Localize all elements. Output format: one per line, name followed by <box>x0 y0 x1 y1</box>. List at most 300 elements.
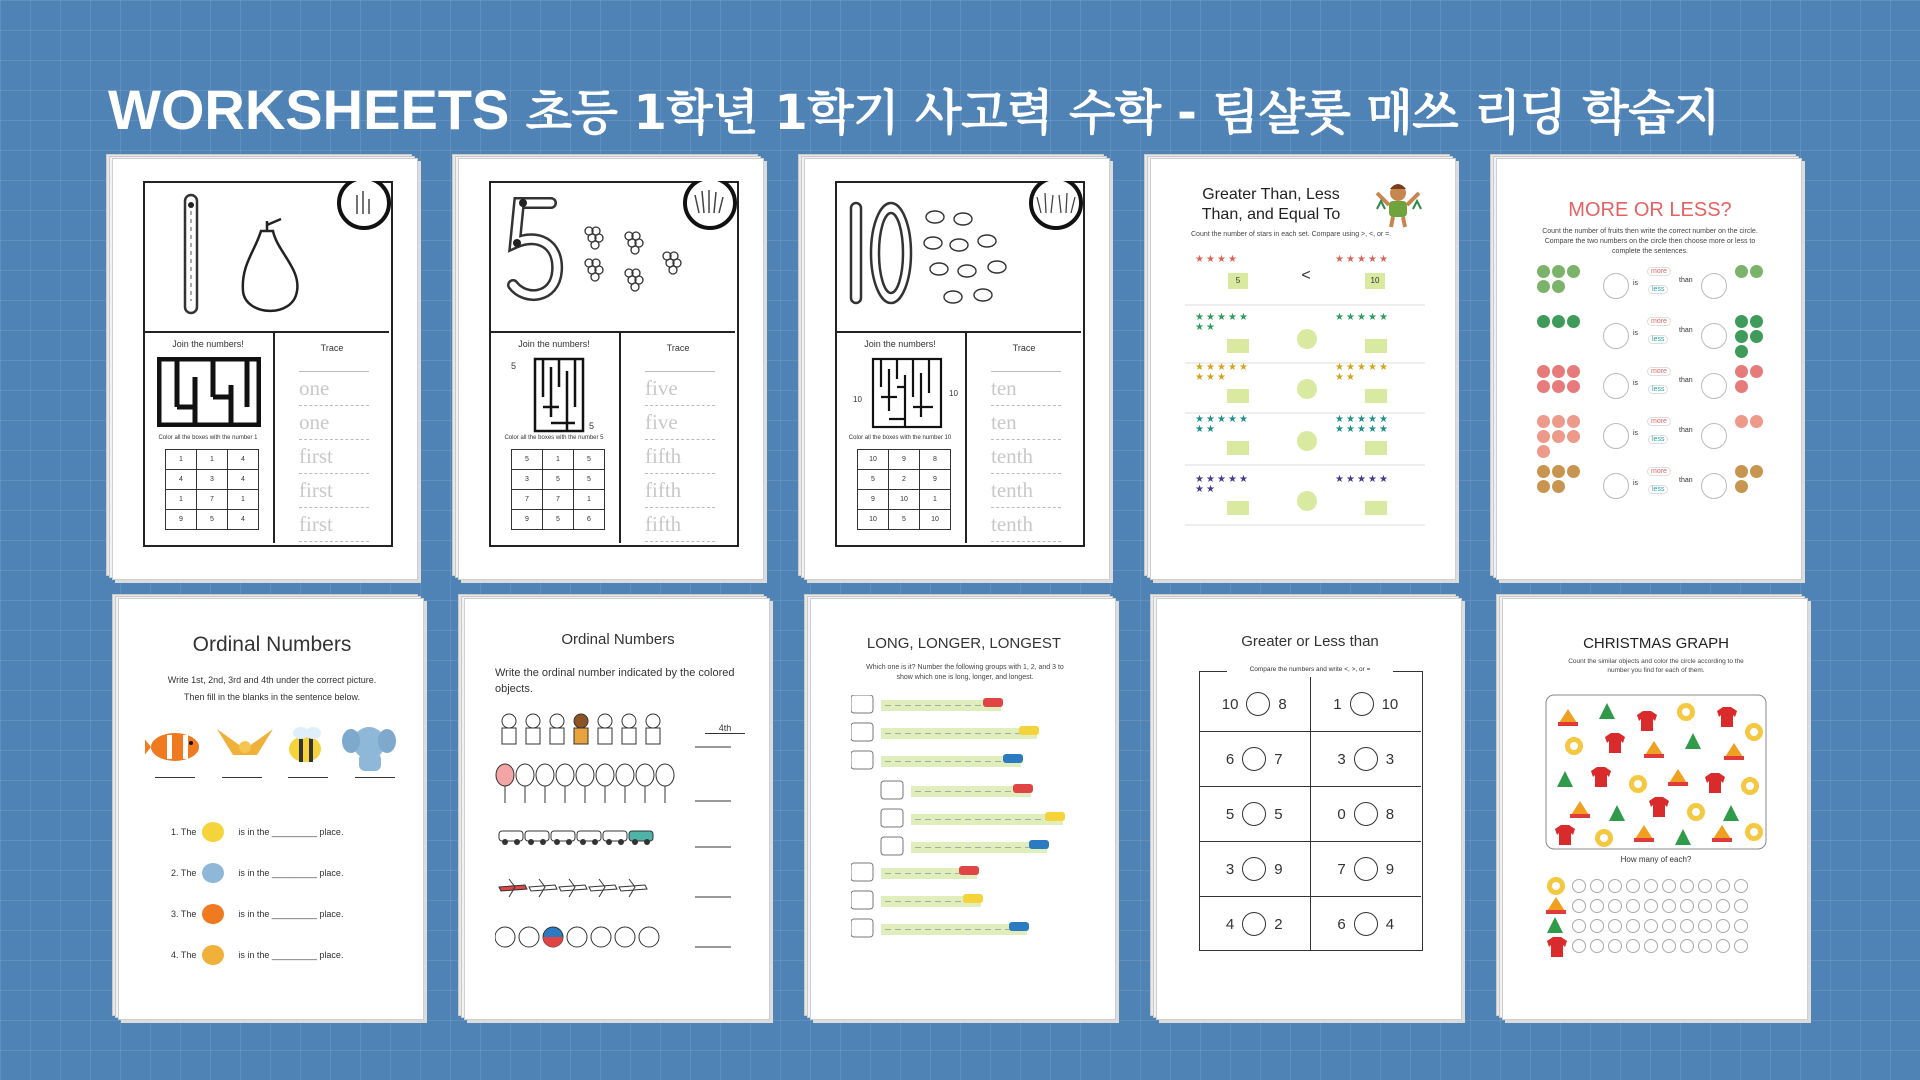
star-mark: ★ <box>1335 312 1344 323</box>
star-mark: ★ <box>1217 254 1226 265</box>
tally-circle[interactable] <box>1573 880 1586 893</box>
maze <box>157 357 261 427</box>
tally-circle[interactable] <box>1645 940 1658 953</box>
answer-box <box>1227 339 1249 353</box>
star-mark: ★ <box>1357 424 1366 435</box>
compare-cell <box>1311 842 1422 896</box>
fruit-group-right <box>1735 415 1767 428</box>
sheet-title: Ordinal Numbers <box>561 631 675 648</box>
more-option[interactable]: more <box>1647 317 1671 326</box>
child-body <box>622 728 636 744</box>
kid-illustration <box>1373 179 1423 229</box>
compare-row <box>1199 677 1421 732</box>
worksheet-number-five[interactable]: Join the numbers! Trace 5 5 Color all the boxes with the number 5 5 1 5 3 5 5 7 7 1 9 5 6 five five fifth fifth fifth <box>458 158 764 580</box>
elephant-icon <box>342 727 396 771</box>
compare-cell <box>1199 732 1311 786</box>
answer-circle[interactable] <box>1242 802 1266 826</box>
balloon <box>616 764 634 786</box>
answer-circle[interactable] <box>1242 912 1266 936</box>
balloon <box>636 764 654 786</box>
tally-circle[interactable] <box>1591 880 1604 893</box>
number-checkbox[interactable] <box>851 891 873 909</box>
star-mark: ★ <box>1379 414 1388 425</box>
instruction-line-2: Then fill in the blanks in the sentence below. <box>183 692 361 702</box>
sheet-title: Greater or Less than <box>1241 633 1379 650</box>
answer-box <box>1365 339 1387 353</box>
tally-circle[interactable] <box>1627 920 1640 933</box>
number-checkbox[interactable] <box>881 837 903 855</box>
child-body <box>550 728 564 744</box>
fruit-group-right <box>1735 465 1767 493</box>
left-number: 6 <box>1225 750 1235 768</box>
tally-circle[interactable] <box>1645 900 1658 913</box>
car <box>603 831 627 841</box>
balloon <box>596 764 614 786</box>
right-number: 9 <box>1274 860 1283 878</box>
ball <box>639 927 659 947</box>
compare-row <box>1199 897 1421 951</box>
count-circle[interactable] <box>1701 273 1727 299</box>
less-option[interactable]: less <box>1648 435 1668 444</box>
more-less-row <box>1497 263 1802 309</box>
star-mark: ★ <box>1357 254 1366 265</box>
tally-circle[interactable] <box>1735 900 1748 913</box>
worksheet-more-or-less[interactable] <box>1496 158 1802 580</box>
left-number: 3 <box>1337 750 1346 768</box>
balloon <box>516 764 534 786</box>
balloon <box>656 764 674 786</box>
ordinal-object-rows <box>495 709 751 979</box>
car <box>629 831 653 841</box>
star-mark: ★ <box>1195 474 1204 485</box>
left-number: 0 <box>1337 805 1346 823</box>
less-option[interactable]: less <box>1648 335 1668 344</box>
star-mark: ★ <box>1195 484 1204 495</box>
worksheet-ordinal-objects[interactable] <box>464 598 770 1020</box>
worksheet-long-longer-longest[interactable] <box>810 598 1116 1020</box>
tally-circle[interactable] <box>1663 900 1676 913</box>
tally-circle[interactable] <box>1645 880 1658 893</box>
trace-words: ten ten tenth tenth tenth <box>991 371 1061 542</box>
tally-circle[interactable] <box>1699 880 1712 893</box>
symbol-circle <box>1297 329 1317 349</box>
child-body <box>598 728 612 744</box>
count-circle[interactable] <box>1603 373 1629 399</box>
sheet-title: Greater Than, Less Than, and Equal To <box>1201 186 1341 223</box>
tally-circle[interactable] <box>1717 920 1730 933</box>
right-number: 7 <box>1274 750 1283 768</box>
more-less-row <box>1497 413 1802 459</box>
star-mark: ★ <box>1206 322 1215 333</box>
number-checkbox[interactable] <box>851 751 873 769</box>
compare-cell <box>1311 677 1422 731</box>
number-checkbox[interactable] <box>851 863 873 881</box>
clownfish-icon <box>202 904 224 924</box>
star-mark: ★ <box>1368 414 1377 425</box>
tally-circle[interactable] <box>1627 880 1640 893</box>
symbol-circle <box>1297 491 1317 511</box>
tally-circle[interactable] <box>1717 940 1730 953</box>
tally-circle[interactable] <box>1645 920 1658 933</box>
answer-circle[interactable] <box>1350 692 1374 716</box>
answer-circle[interactable] <box>1246 692 1270 716</box>
star-mark: ★ <box>1228 254 1237 265</box>
right-number: 2 <box>1274 915 1283 933</box>
count-circle[interactable] <box>1701 323 1727 349</box>
child-body <box>502 728 516 744</box>
left-number: 4 <box>1225 915 1235 933</box>
tally-circle[interactable] <box>1663 940 1676 953</box>
toy-car <box>959 866 979 875</box>
worksheet-ordinal-animals[interactable] <box>118 598 424 1020</box>
tally-circle[interactable] <box>1591 940 1604 953</box>
join-label: Join the numbers! <box>864 339 936 349</box>
count-circle[interactable] <box>1603 473 1629 499</box>
star-mark: ★ <box>1368 312 1377 323</box>
sentence-row: 2. The is in the _________ place. <box>171 852 401 893</box>
tally-circle[interactable] <box>1609 880 1622 893</box>
star-mark: ★ <box>1239 474 1248 485</box>
compare-cell <box>1199 842 1311 896</box>
fruit-group-left <box>1537 415 1587 458</box>
answer-circle[interactable] <box>1354 747 1378 771</box>
star-mark: ★ <box>1228 414 1237 425</box>
trace-label: Trace <box>1012 343 1036 353</box>
number-five-illustration <box>489 181 737 331</box>
right-number: 3 <box>1385 750 1395 768</box>
example-symbol: < <box>1292 265 1320 287</box>
star-mark: ★ <box>1206 484 1215 495</box>
star-mark: ★ <box>1357 362 1366 373</box>
more-option[interactable]: more <box>1647 417 1671 426</box>
balloon <box>536 764 554 786</box>
star-comparison-rows <box>1185 247 1429 547</box>
tally-circle[interactable] <box>1735 940 1748 953</box>
number-checkbox[interactable] <box>881 781 903 799</box>
tally-circle[interactable] <box>1681 940 1694 953</box>
worksheet-greater-than-less-than[interactable] <box>1150 158 1456 580</box>
is-label: is <box>1633 380 1639 387</box>
sheet-title: CHRISTMAS GRAPH <box>1583 635 1729 652</box>
join-label: Join the numbers! <box>518 339 590 349</box>
star-mark: ★ <box>1217 312 1226 323</box>
color-instruction: Color all the boxes with the number 1 <box>158 435 258 441</box>
count-circle[interactable] <box>1701 473 1727 499</box>
compare-cell <box>1311 787 1422 841</box>
worksheet-greater-or-less-than[interactable] <box>1156 598 1462 1020</box>
less-option[interactable]: less <box>1648 385 1668 394</box>
number-grid: 5 1 5 3 5 5 7 7 1 9 5 6 <box>511 449 605 530</box>
sweater-key-icon <box>1547 937 1567 957</box>
tally-circle[interactable] <box>1627 900 1640 913</box>
answer-circle[interactable] <box>1354 857 1378 881</box>
balloon <box>576 764 594 786</box>
tally-circle[interactable] <box>1681 880 1694 893</box>
number-checkbox[interactable] <box>851 919 873 937</box>
star-mark: ★ <box>1239 362 1248 373</box>
star-mark: ★ <box>1228 362 1237 373</box>
star-mark: ★ <box>1217 474 1226 485</box>
star-mark: ★ <box>1206 372 1215 383</box>
clownfish-icon <box>145 733 199 761</box>
star-mark: ★ <box>1206 312 1215 323</box>
tally-circle[interactable] <box>1681 900 1694 913</box>
is-label: is <box>1633 430 1639 437</box>
toy-car <box>1009 922 1029 931</box>
balloon <box>556 764 574 786</box>
maze <box>533 357 585 433</box>
star-mark: ★ <box>1206 254 1215 265</box>
christmas-graph <box>1545 693 1767 995</box>
tally-circle[interactable] <box>1735 880 1748 893</box>
symbol-circle <box>1297 379 1317 399</box>
trace-words: five five fifth fifth fifth <box>645 371 715 542</box>
tally-circle[interactable] <box>1627 940 1640 953</box>
tally-circle[interactable] <box>1735 920 1748 933</box>
ball <box>495 927 515 947</box>
answer-circle[interactable] <box>1354 912 1378 936</box>
than-label: than <box>1679 477 1693 484</box>
answer-4th: 4th <box>705 723 745 734</box>
star-mark: ★ <box>1379 312 1388 323</box>
ball <box>591 927 611 947</box>
car <box>577 831 601 841</box>
than-label: than <box>1679 277 1693 284</box>
star-mark: ★ <box>1206 474 1215 485</box>
sheet-title: MORE OR LESS? <box>1568 199 1732 221</box>
answer-box <box>1227 441 1249 455</box>
tally-circle[interactable] <box>1699 940 1712 953</box>
toy-car <box>1029 840 1049 849</box>
trace-words: one one first first first <box>299 371 369 542</box>
star-mark: ★ <box>1228 474 1237 485</box>
more-option[interactable]: more <box>1647 467 1671 476</box>
compare-cell <box>1311 732 1422 786</box>
tally-circle[interactable] <box>1609 900 1622 913</box>
star-mark: ★ <box>1228 312 1237 323</box>
sheet-title: Ordinal Numbers <box>192 633 352 656</box>
pterodactyl-icon <box>217 729 273 755</box>
sentence-row: 4. The is in the _________ place. <box>171 934 401 975</box>
tree-key-icon <box>1547 917 1563 933</box>
tally-circle[interactable] <box>1663 880 1676 893</box>
child-body <box>526 728 540 744</box>
car <box>551 831 575 841</box>
sentence-rows <box>171 811 401 975</box>
sentence-row: 1. The is in the _________ place. <box>171 811 401 852</box>
child-head <box>502 714 516 728</box>
fruit-group-right <box>1735 315 1767 358</box>
star-mark: ★ <box>1206 414 1215 425</box>
star-mark: ★ <box>1368 474 1377 485</box>
star-mark: ★ <box>1335 414 1344 425</box>
is-label: is <box>1633 280 1639 287</box>
star-mark: ★ <box>1195 424 1204 435</box>
number-checkbox[interactable] <box>851 695 873 713</box>
left-number: 5 <box>1225 805 1235 823</box>
fruit-group-left <box>1537 315 1587 328</box>
star-mark: ★ <box>1239 312 1248 323</box>
compare-cell <box>1199 677 1311 731</box>
tally-circle[interactable] <box>1699 900 1712 913</box>
tally-circle[interactable] <box>1717 900 1730 913</box>
color-instruction: Color all the boxes with the number 5 <box>504 435 604 441</box>
tally-circle[interactable] <box>1573 920 1586 933</box>
less-option[interactable]: less <box>1648 285 1668 294</box>
bee-icon <box>289 727 321 762</box>
more-option[interactable]: more <box>1647 267 1671 276</box>
child-body <box>574 728 588 744</box>
more-less-row <box>1497 313 1802 359</box>
trace-label: Trace <box>666 343 690 353</box>
answer-circle[interactable] <box>1242 747 1266 771</box>
car <box>525 831 549 841</box>
right-number: 8 <box>1278 695 1287 713</box>
worksheet-number-one[interactable] <box>112 158 418 580</box>
example-right-count: 10 <box>1365 273 1385 289</box>
count-circle[interactable] <box>1603 273 1629 299</box>
answer-circle[interactable] <box>1354 802 1378 826</box>
count-circle[interactable] <box>1701 373 1727 399</box>
ball <box>615 927 635 947</box>
compare-cell <box>1311 897 1422 951</box>
star-mark: ★ <box>1335 362 1344 373</box>
left-number: 10 <box>1221 695 1239 713</box>
tally-circle[interactable] <box>1573 900 1586 913</box>
right-number: 4 <box>1385 915 1395 933</box>
than-label: than <box>1679 327 1693 334</box>
compare-legend: Compare the numbers and write <, >, or = <box>1227 666 1393 673</box>
fruit-group-left <box>1537 265 1587 293</box>
number-one-illustration <box>143 181 391 331</box>
symbol-circle <box>1297 431 1317 451</box>
toy-car <box>1019 726 1039 735</box>
count-circle[interactable] <box>1603 423 1629 449</box>
example-left-count: 5 <box>1228 273 1248 289</box>
is-label: is <box>1633 480 1639 487</box>
star-mark: ★ <box>1195 362 1204 373</box>
tally-circle[interactable] <box>1609 920 1622 933</box>
child-head <box>574 714 588 728</box>
toy-car <box>1045 812 1065 821</box>
fruit-group-left <box>1537 465 1587 493</box>
number-ten-illustration <box>835 181 1083 331</box>
star-mark: ★ <box>1346 424 1355 435</box>
star-mark: ★ <box>1335 372 1344 383</box>
number-checkbox[interactable] <box>881 809 903 827</box>
child-head <box>550 714 564 728</box>
balloon <box>496 764 514 786</box>
star-mark: ★ <box>1195 322 1204 333</box>
child-head <box>646 714 660 728</box>
more-less-row <box>1497 363 1802 409</box>
count-circle[interactable] <box>1603 323 1629 349</box>
child-body <box>646 728 660 744</box>
child-head <box>622 714 636 728</box>
toy-car <box>983 698 1003 707</box>
star-mark: ★ <box>1195 312 1204 323</box>
elephant-icon <box>202 863 224 883</box>
left-number: 3 <box>1225 860 1235 878</box>
star-mark: ★ <box>1346 312 1355 323</box>
left-number: 1 <box>1333 695 1342 713</box>
star-mark: ★ <box>1195 372 1204 383</box>
tally-circle[interactable] <box>1699 920 1712 933</box>
car <box>499 831 523 841</box>
star-mark: ★ <box>1217 414 1226 425</box>
page-title <box>108 74 1720 143</box>
answer-box <box>1227 389 1249 403</box>
compare-cell <box>1199 787 1311 841</box>
tally-circle[interactable] <box>1681 920 1694 933</box>
fruit-group-left <box>1537 365 1587 393</box>
sheet-instruction: Write the ordinal number indicated by the colored objects. <box>495 667 735 695</box>
answer-circle[interactable] <box>1242 857 1266 881</box>
more-option[interactable]: more <box>1647 367 1671 376</box>
number-grid: 1 1 4 4 3 4 1 7 1 9 5 4 <box>165 449 259 530</box>
tally-circle[interactable] <box>1591 900 1604 913</box>
color-instruction: Color all the boxes with the number 10 <box>848 435 952 441</box>
tally-circle[interactable] <box>1591 920 1604 933</box>
star-mark: ★ <box>1357 312 1366 323</box>
star-mark: ★ <box>1217 372 1226 383</box>
trace-label: Trace <box>320 343 344 353</box>
compare-row <box>1199 842 1421 897</box>
worksheet-christmas-graph[interactable] <box>1502 598 1808 1020</box>
count-circle[interactable] <box>1701 423 1727 449</box>
tally-circle[interactable] <box>1717 880 1730 893</box>
than-label: than <box>1679 427 1693 434</box>
star-mark: ★ <box>1368 362 1377 373</box>
star-mark: ★ <box>1335 424 1344 435</box>
sheet-instruction: Count the similar objects and color the circle according to the number you find for each of them. <box>1568 658 1744 674</box>
join-label: Join the numbers! <box>172 339 244 349</box>
toy-car <box>1013 784 1033 793</box>
worksheet-number-ten[interactable]: Join the numbers! Trace 10 10 Color all the boxes with the number 10 10 9 8 5 2 9 9 10 1 10 5 10 ten ten tenth tenth tenth <box>804 158 1110 580</box>
compare-cell <box>1199 897 1311 951</box>
star-mark: ★ <box>1206 362 1215 373</box>
star-mark: ★ <box>1206 424 1215 435</box>
answer-box <box>1227 501 1249 515</box>
ball <box>567 927 587 947</box>
tally-circle[interactable] <box>1609 940 1622 953</box>
star-mark: ★ <box>1239 414 1248 425</box>
sheet-instruction: Count the number of stars in each set. Compare using >, <, or =. <box>1191 231 1392 238</box>
sentence-row: 3. The is in the _________ place. <box>171 893 401 934</box>
sheet-instruction: Count the number of fruits then write the correct number on the circle. Compare the two numbers on the circle then choose more or less to complete the sentences. <box>1542 228 1758 255</box>
star-mark: ★ <box>1379 362 1388 373</box>
star-mark: ★ <box>1379 254 1388 265</box>
left-number: 6 <box>1337 915 1346 933</box>
ball <box>519 927 539 947</box>
animals-row <box>145 709 405 779</box>
road-groups <box>851 695 1091 995</box>
left-number: 7 <box>1337 860 1346 878</box>
tally-circle[interactable] <box>1663 920 1676 933</box>
tally-circle[interactable] <box>1573 940 1586 953</box>
answer-box <box>1365 441 1387 455</box>
right-number: 5 <box>1274 805 1283 823</box>
compare-row <box>1199 732 1421 787</box>
pterodactyl-icon <box>202 945 224 965</box>
right-number: 10 <box>1381 695 1399 713</box>
star-mark: ★ <box>1379 474 1388 485</box>
number-checkbox[interactable] <box>851 723 873 741</box>
less-option[interactable]: less <box>1648 485 1668 494</box>
star-mark: ★ <box>1346 254 1355 265</box>
fruit-group-right <box>1735 365 1767 393</box>
star-mark: ★ <box>1357 414 1366 425</box>
